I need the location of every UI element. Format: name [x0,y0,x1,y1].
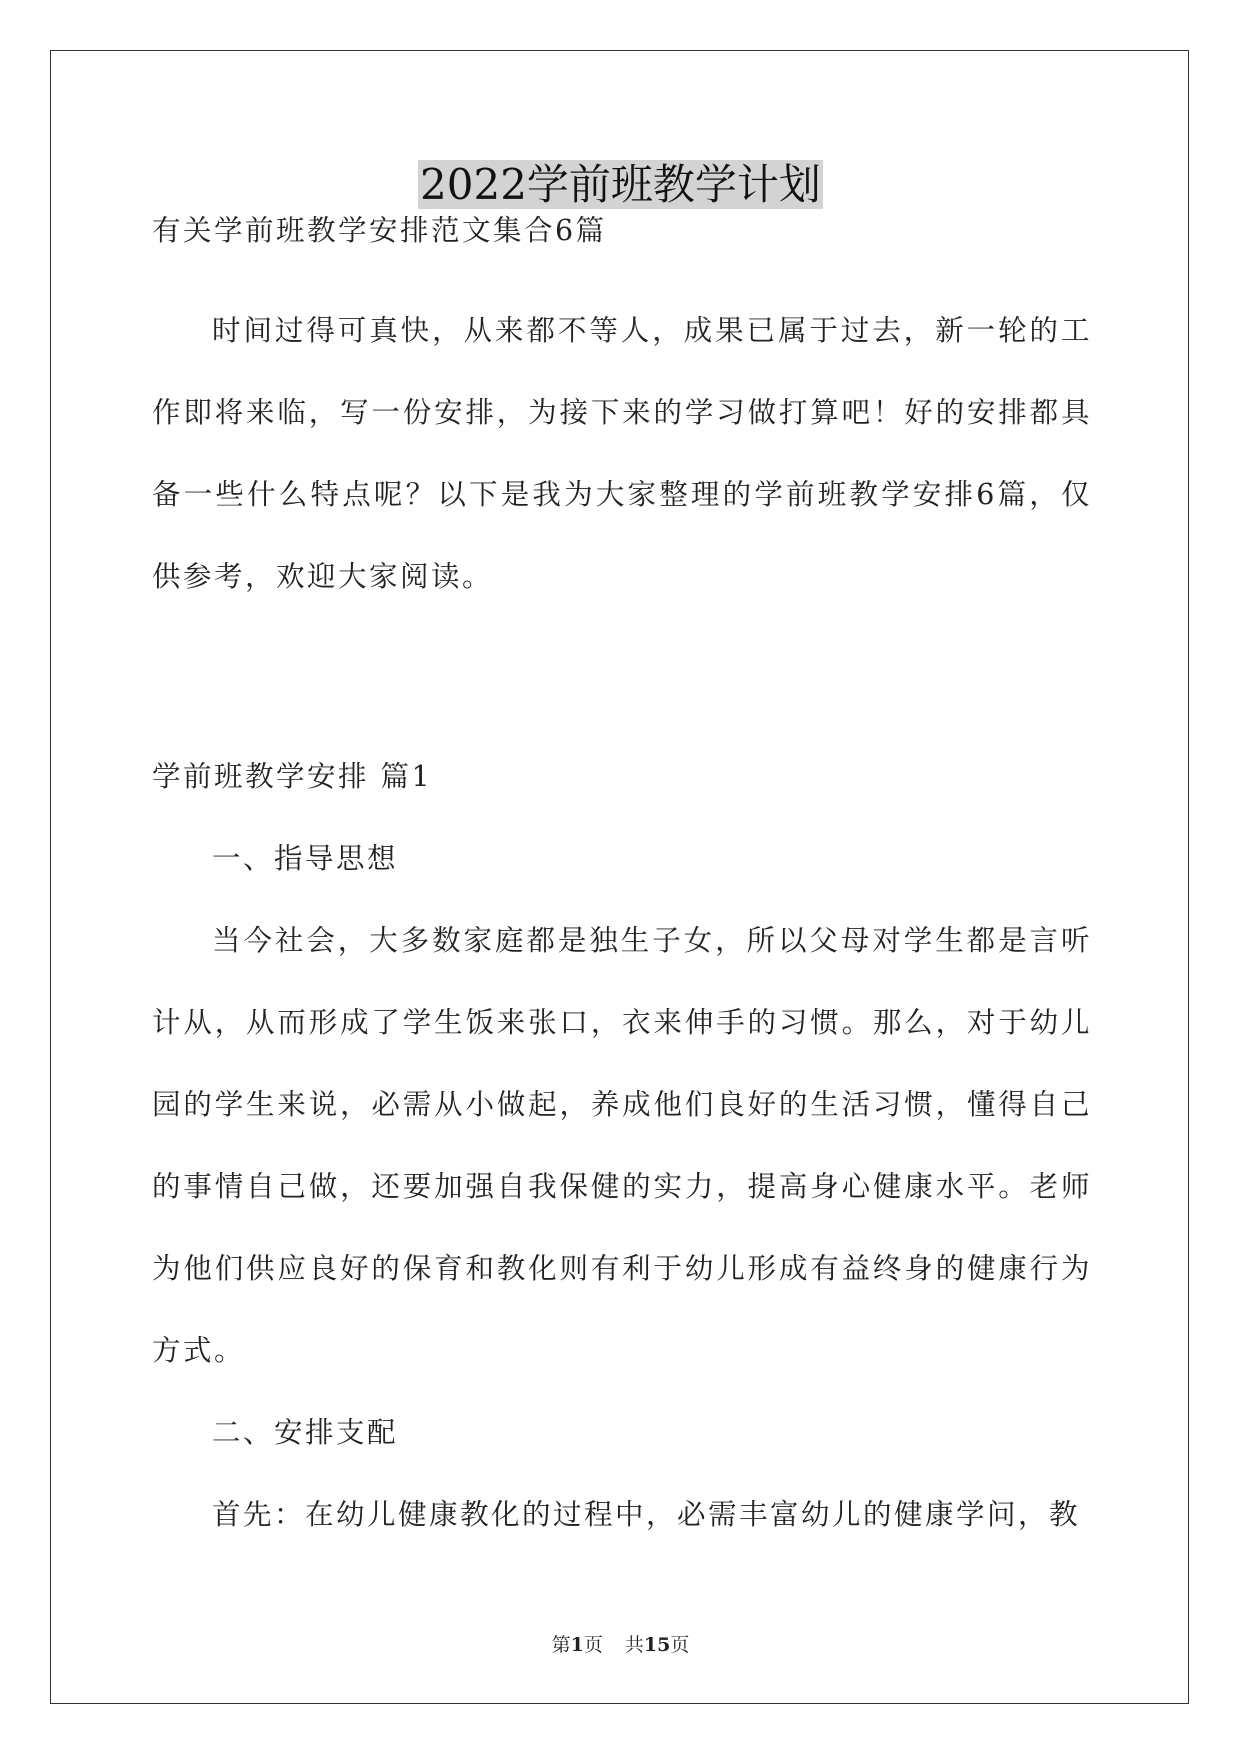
heading-guiding-ideology: 一、指导思想 [212,842,399,875]
document-subtitle: 有关学前班教学安排范文集合6篇 [152,214,607,247]
section-heading: 学前班教学安排 篇1 [152,760,433,793]
footer-current-page: 1 [570,1634,584,1656]
intro-paragraph: 时间过得可真快，从来都不等人，成果已属于过去，新一轮的工作即将来临，写一份安排，为接下来的学习做打算吧！好的安排都具备一些什么特点呢？以下是我为大家整理的学前班教学安排6篇，仅供参考，欢迎大家阅读。 [152,314,1092,593]
paragraph-guiding-ideology: 当今社会，大多数家庭都是独生子女，所以父母对学生都是言听计从，从而形成了学生饭来张口，衣来伸手的习惯。那么，对于幼儿园的学生来说，必需从小做起，养成他们良好的生活习惯，懂得自己的事情自己做，还要加强自我保健的实力，提高身心健康水平。老师为他们供应良好的保育和教化则有利于幼儿形成有益终身的健康行为方式。 [152,924,1092,1367]
paragraph-arrangement: 首先：在幼儿健康教化的过程中，必需丰富幼儿的健康学问，教 [212,1498,1081,1531]
page-number-footer [0,1630,1241,1657]
document-title-text: 2022学前班教学计划 [420,160,821,209]
footer-total-pages: 15 [643,1634,671,1656]
footer-total-prefix: 共 [624,1634,644,1656]
footer-total-unit: 页 [670,1634,690,1656]
footer-page-prefix: 第 [551,1634,571,1656]
footer-page-unit: 页 [583,1634,603,1656]
heading-arrangement: 二、安排支配 [212,1416,399,1449]
